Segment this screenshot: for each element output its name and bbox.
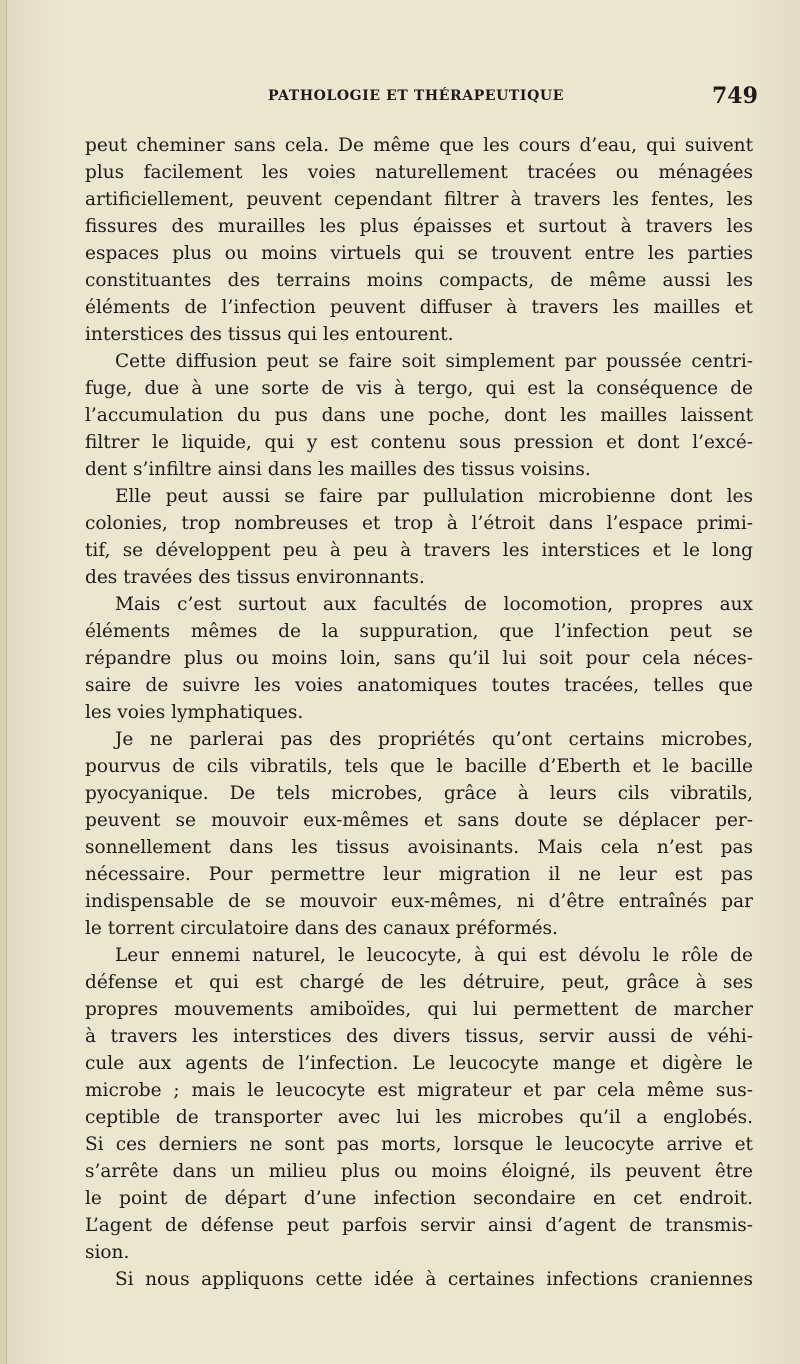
page-number: 749 <box>712 83 758 109</box>
text-line: peut cheminer sans cela. De même que les cours d’eau, qui suivent <box>85 135 753 156</box>
text-line: peuvent se mouvoir eux-mêmes et sans doute se déplacer per- <box>85 810 753 831</box>
text-line: tif, se développent peu à peu à travers les interstices et le long <box>85 540 753 561</box>
text-line: indispensable de se mouvoir eux-mêmes, ni d’être entraînés par <box>85 891 753 912</box>
text-line: colonies, trop nombreuses et trop à l’étroit dans l’espace primi- <box>85 513 753 534</box>
text-line: l’accumulation du pus dans une poche, dont les mailles laissent <box>85 405 753 426</box>
text-line: Si ces derniers ne sont pas morts, lorsque le leucocyte arrive et <box>85 1134 753 1155</box>
text-line: le torrent circulatoire dans des canaux préformés. <box>85 918 558 939</box>
text-line: répandre plus ou moins loin, sans qu’il lui soit pour cela néces- <box>85 648 753 669</box>
text-line: s’arrête dans un milieu plus ou moins éloigné, ils peuvent être <box>85 1161 753 1182</box>
text-line: dent s’infiltre ainsi dans les mailles des tissus voisins. <box>85 459 591 480</box>
text-line: sonnellement dans les tissus avoisinants. Mais cela n’est pas <box>85 837 753 858</box>
text-line: nécessaire. Pour permettre leur migration il ne leur est pas <box>85 864 753 885</box>
text-line: Je ne parlerai pas des propriétés qu’ont certains microbes, <box>115 729 753 750</box>
text-line: pyocyanique. De tels microbes, grâce à leurs cils vibratils, <box>85 783 753 804</box>
page-edge <box>0 0 7 1364</box>
text-line: sion. <box>85 1242 130 1263</box>
text-line: défense et qui est chargé de les détruire, peut, grâce à ses <box>85 972 753 993</box>
text-line: cule aux agents de l’infection. Le leucocyte mange et digère le <box>85 1053 753 1074</box>
text-line: à travers les interstices des divers tissus, servir aussi de véhi- <box>85 1026 753 1047</box>
text-line: Si nous appliquons cette idée à certaines infections craniennes <box>115 1269 753 1290</box>
text-line: artificiellement, peuvent cependant filtrer à travers les fentes, les <box>85 189 753 210</box>
text-line: les voies lymphatiques. <box>85 702 304 723</box>
running-title: PATHOLOGIE ET THÉRAPEUTIQUE <box>268 88 564 104</box>
text-line: Cette diffusion peut se faire soit simplement par poussée centri- <box>115 351 753 372</box>
text-line: filtrer le liquide, qui y est contenu sous pression et dont l’excé- <box>85 432 753 453</box>
body-text <box>85 132 753 1293</box>
text-line: plus facilement les voies naturellement tracées ou ménagées <box>85 162 753 183</box>
text-line: propres mouvements amiboïdes, qui lui permettent de marcher <box>85 999 753 1020</box>
text-line: fissures des murailles les plus épaisses et surtout à travers les <box>85 216 753 237</box>
text-line: Leur ennemi naturel, le leucocyte, à qui est dévolu le rôle de <box>115 945 753 966</box>
text-line: interstices des tissus qui les entourent. <box>85 324 454 345</box>
text-line: pourvus de cils vibratils, tels que le bacille d’Eberth et le bacille <box>85 756 753 777</box>
text-line: éléments de l’infection peuvent diffuser à travers les mailles et <box>85 297 753 318</box>
text-line: ceptible de transporter avec lui les microbes qu’il a englobés. <box>85 1107 753 1128</box>
text-line: le point de départ d’une infection secondaire en cet endroit. <box>85 1188 753 1209</box>
text-line: Elle peut aussi se faire par pullulation microbienne dont les <box>115 486 753 507</box>
text-line: L’agent de défense peut parfois servir ainsi d’agent de transmis- <box>85 1215 753 1236</box>
text-line: des travées des tissus environnants. <box>85 567 425 588</box>
text-line: fuge, due à une sorte de vis à tergo, qui est la conséquence de <box>85 378 753 399</box>
text-line: espaces plus ou moins virtuels qui se trouvent entre les parties <box>85 243 753 264</box>
text-line: saire de suivre les voies anatomiques toutes tracées, telles que <box>85 675 753 696</box>
text-line: Mais c’est surtout aux facultés de locomotion, propres aux <box>115 594 753 615</box>
text-line: éléments mêmes de la suppuration, que l’infection peut se <box>85 621 753 642</box>
text-line: microbe ; mais le leucocyte est migrateur et par cela même sus- <box>85 1080 753 1101</box>
text-line: constituantes des terrains moins compacts, de même aussi les <box>85 270 753 291</box>
